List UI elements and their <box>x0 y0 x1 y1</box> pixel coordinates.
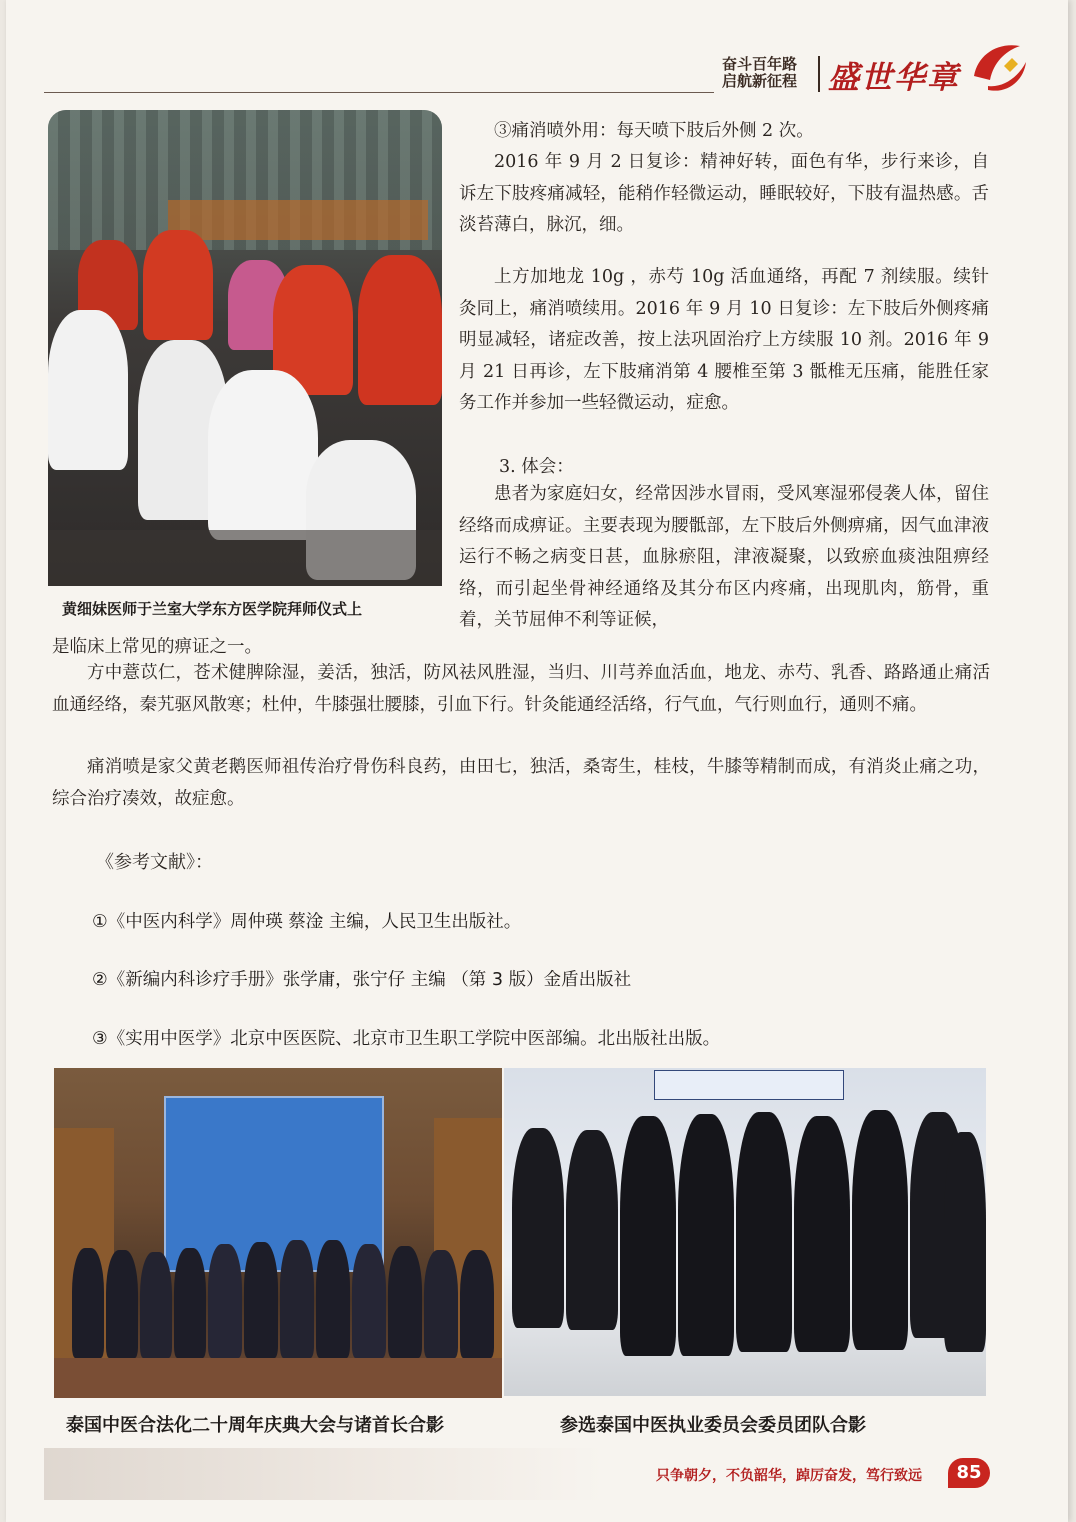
section-heading-reflection: 3. 体会： <box>499 457 574 477</box>
anniversary-photo-caption: 泰国中医合法化二十周年庆典大会与诸首长合影 <box>66 1415 444 1436</box>
header-divider <box>818 56 820 92</box>
reference-item: ②《新编内科诊疗手册》张学庸，张宁仔 主编 （第 3 版）金盾出版社 <box>92 970 632 990</box>
header-rule <box>44 92 714 93</box>
header-slogan <box>722 56 797 90</box>
paragraph-prescription-analysis: 方中薏苡仁，苍术健脾除湿，姜活，独活，防风祛风胜湿，当归、川芎养血活血，地龙、赤芍、乳香、路路通止痛活血通经络，秦艽驱风散寒；杜仲，牛膝强壮腰膝，引血下行。针灸能通经活络，行气血，气行则血行，通则不痛。 <box>52 663 990 715</box>
committee-team-photo <box>504 1068 986 1396</box>
ceremony-photo <box>48 110 442 586</box>
reference-item: ③《实用中医学》北京中医医院、北京市卫生职工学院中医部编。北出版社出版。 <box>92 1029 721 1049</box>
header-title: 盛世华章 <box>828 60 960 96</box>
footer-slogan: 只争朝夕，不负韶华，踔厉奋发，笃行致远 <box>656 1468 922 1484</box>
paragraph-followup-1: 2016 年 9 月 2 日复诊：精神好转，面色有华，步行来诊，自诉左下肢疼痛减轻，能稍作轻微运动，睡眠较好，下肢有温热感。舌淡苔薄白，脉沉，细。 <box>459 152 989 235</box>
paragraph-reflection-part2: 是临床上常见的痹证之一。 <box>52 637 262 657</box>
paragraph-spray-description: 痛消喷是家父黄老鹅医师祖传治疗骨伤科良药，由田七，独活，桑寄生，桂枝，牛膝等精制而成，有消炎止痛之功，综合治疗凑效，故症愈。 <box>52 757 990 809</box>
header-slogan-line2: 启航新征程 <box>722 72 798 90</box>
party-emblem-icon <box>968 36 1032 96</box>
footer-decorative-band <box>44 1448 604 1500</box>
reference-item: ①《中医内科学》周仲瑛 蔡淦 主编，人民卫生出版社。 <box>92 912 522 932</box>
paragraph-reflection-part1: 患者为家庭妇女，经常因涉水冒雨，受风寒湿邪侵袭人体，留住经络而成痹证。主要表现为腰骶部，左下肢后外侧痹痛，因气血津液运行不畅之病变日甚，血脉瘀阻，津液凝聚，以致瘀血痰浊阻痹经络，而引起坐骨神经通络及其分布区内疼痛，出现肌肉，筋骨，重着，关节屈伸不利等证候， <box>459 484 989 630</box>
anniversary-photo <box>54 1068 502 1398</box>
stage-screen <box>164 1096 384 1272</box>
paragraph-followup-2: 上方加地龙 10g ，赤芍 10g 活血通络，再配 7 剂续服。续针灸同上，痛消喷续用。2016 年 9 月 10 日复诊：左下肢后外侧疼痛明显减轻，诸症改善，按上法巩固治疗上方续服 10 剂。2016 年 9 月 21 日再诊，左下肢痛消第 4 腰椎至第 3 骶椎无压痛，能胜任家务工作并参加一些轻微运动，症愈。 <box>459 267 989 413</box>
header-slogan-line1: 奋斗百年路 <box>722 55 798 73</box>
ceremony-photo-caption: 黄细妹医师于兰室大学东方医学院拜师仪式上 <box>62 600 363 618</box>
committee-photo-caption: 参选泰国中医执业委员会委员团队合影 <box>560 1415 866 1436</box>
paragraph-spray-usage: ③痛消喷外用：每天喷下肢后外侧 2 次。 <box>494 121 814 141</box>
references-title: 《参考文献》： <box>96 852 213 873</box>
page-number-badge: 85 <box>948 1458 990 1488</box>
